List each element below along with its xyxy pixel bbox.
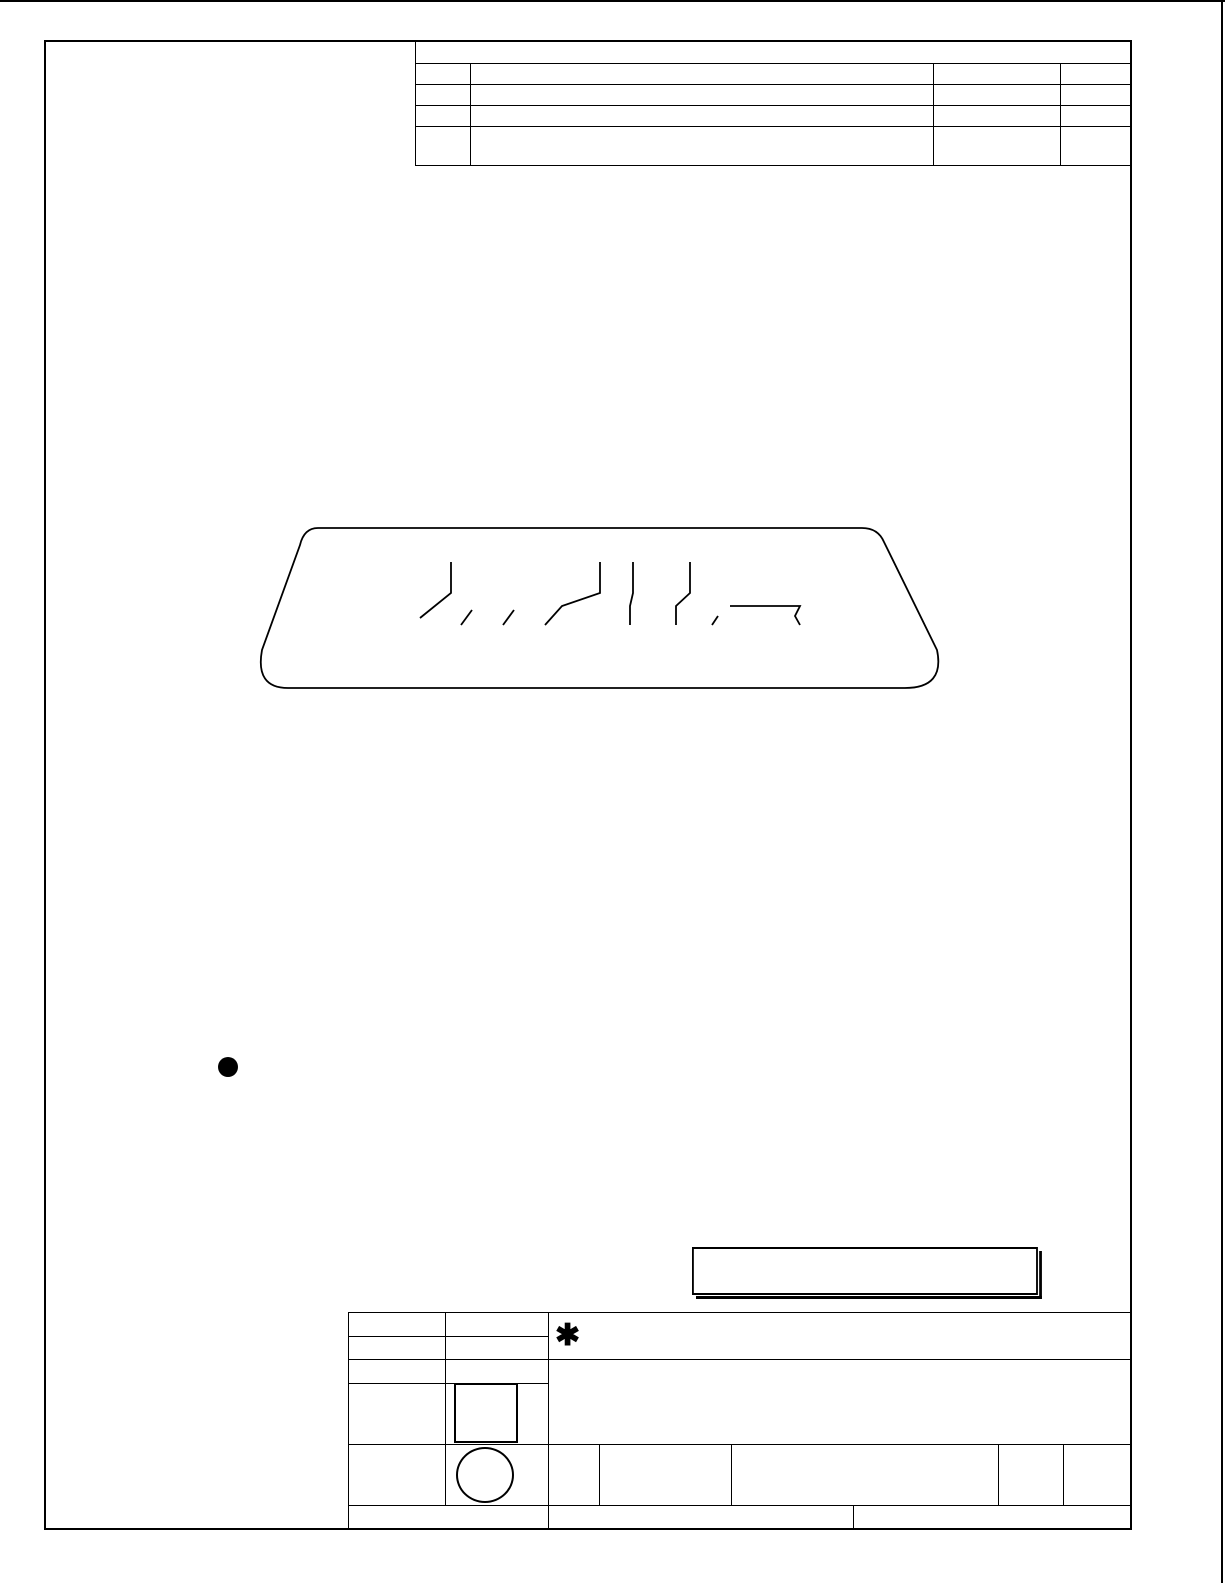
rev-cell xyxy=(998,1444,1064,1506)
company-cell xyxy=(548,1312,1132,1360)
drawn-value xyxy=(445,1336,549,1360)
nat-logo-icon: ✱ xyxy=(555,1319,581,1352)
designed-label xyxy=(348,1312,446,1337)
link-17-6 xyxy=(676,562,690,625)
link-21-9 xyxy=(503,610,514,625)
approved-cell xyxy=(445,1444,549,1506)
approved-stamp xyxy=(456,1447,514,1503)
file-cell xyxy=(348,1505,549,1530)
ground-link-23 xyxy=(420,562,451,618)
confidential-box xyxy=(692,1247,1038,1295)
link-19-7 xyxy=(630,562,633,625)
size-cell xyxy=(548,1444,600,1506)
dwg-type-cell xyxy=(548,1505,854,1530)
checked-cell xyxy=(445,1383,549,1445)
solid-circle-icon xyxy=(218,1057,238,1077)
date-label xyxy=(348,1359,446,1384)
approved-label xyxy=(348,1444,446,1506)
part-cell xyxy=(731,1444,999,1506)
drawn-label xyxy=(348,1336,446,1360)
date-value xyxy=(445,1359,549,1384)
link-22-10 xyxy=(461,610,472,625)
title-block xyxy=(348,1312,1132,1530)
checked-label xyxy=(348,1383,446,1445)
link-16-3 xyxy=(712,616,718,625)
cage-cell xyxy=(599,1444,732,1506)
connector-shell xyxy=(261,528,939,688)
designed-value xyxy=(445,1312,549,1337)
checked-stamp xyxy=(454,1383,518,1443)
title-cell xyxy=(548,1359,1132,1445)
sheet-cell xyxy=(1063,1444,1132,1506)
dwg-no-cell xyxy=(853,1505,1132,1530)
link-20-8 xyxy=(545,562,600,625)
link-15-4 xyxy=(730,606,800,625)
